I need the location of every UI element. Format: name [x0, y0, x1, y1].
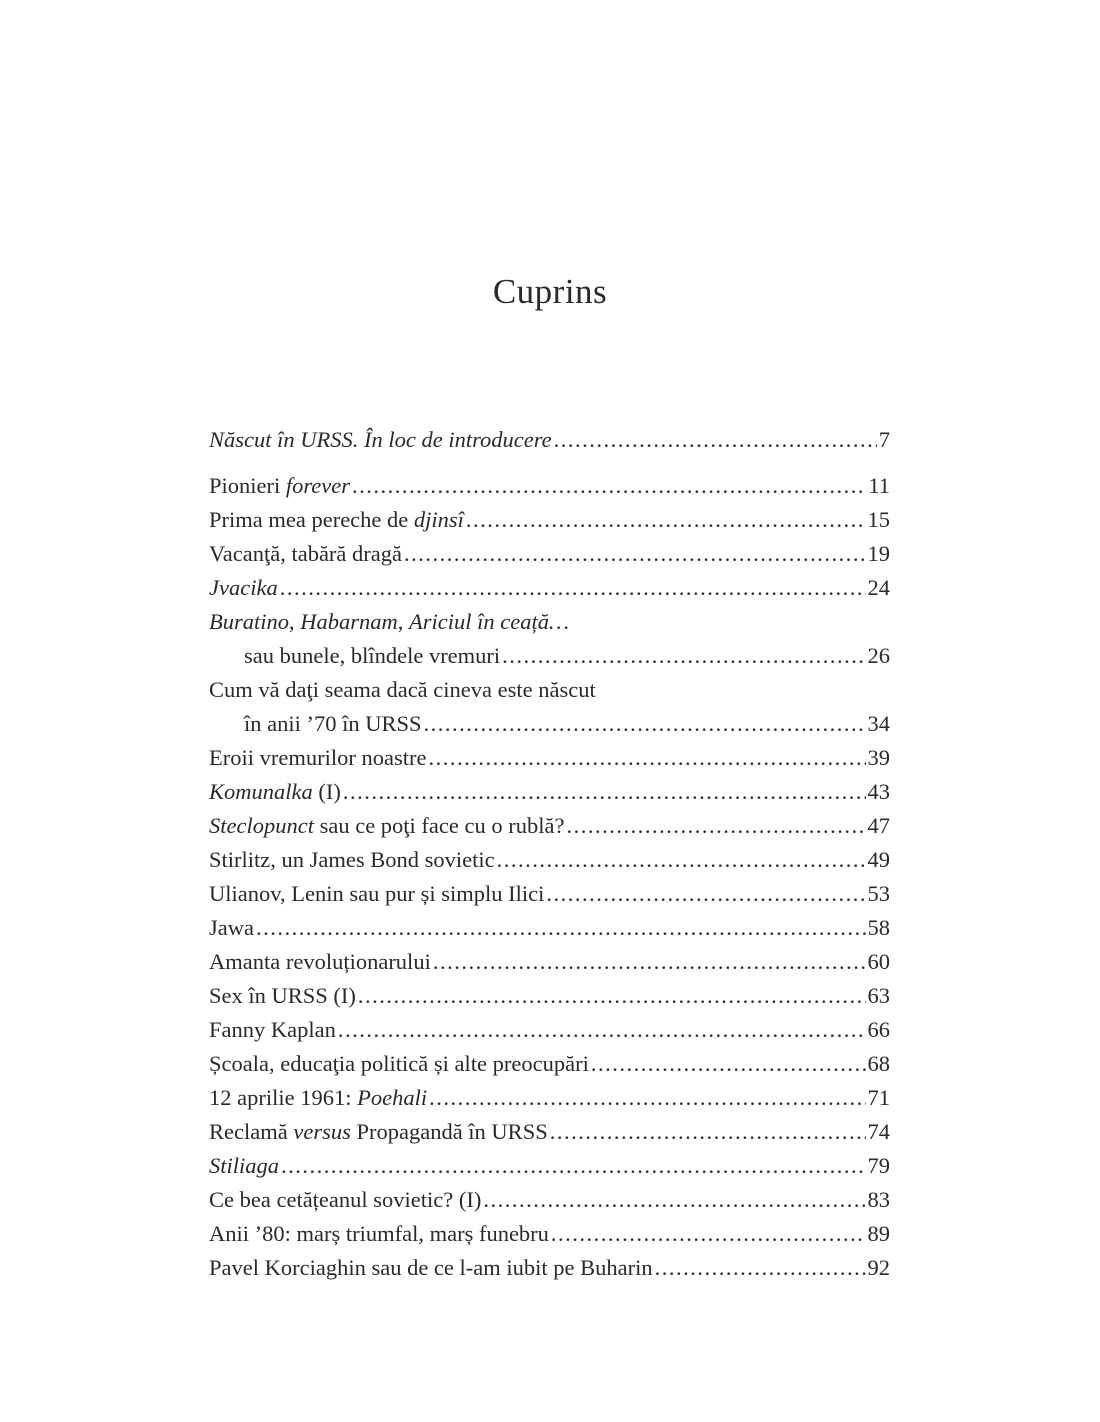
title-segment: Prima mea pereche de — [209, 507, 414, 532]
page-title: Cuprins — [492, 272, 608, 311]
title-segment: Jvacika — [209, 575, 278, 600]
dot-leader — [433, 945, 866, 979]
toc-entry-title — [209, 775, 341, 809]
toc-entry-title — [209, 741, 426, 775]
dot-leader — [546, 877, 865, 911]
toc-entry-line — [209, 945, 890, 979]
title-segment: Ulianov, Lenin sau pur și simplu Ilici — [209, 881, 545, 906]
dot-leader — [404, 537, 866, 571]
page-number: 7 — [878, 427, 890, 452]
dot-leader — [256, 911, 866, 945]
toc-entry[interactable] — [209, 537, 890, 571]
toc-entry-line — [209, 877, 890, 911]
page-number: 58 — [867, 915, 890, 940]
title-segment: , — [289, 609, 301, 634]
toc-entry-title — [209, 1217, 549, 1251]
page-number: 47 — [867, 813, 890, 838]
toc-entry-title — [209, 571, 278, 605]
toc-entry[interactable] — [209, 1251, 890, 1285]
title-segment: Vacanţă, tabără dragă — [209, 541, 402, 566]
title-segment: Ce bea cetățeanul sovietic? (I) — [209, 1187, 482, 1212]
title-segment: Jawa — [209, 915, 254, 940]
dot-leader — [502, 639, 865, 673]
dot-leader — [280, 571, 866, 605]
toc-entry[interactable] — [209, 1217, 890, 1251]
page-number: 43 — [867, 779, 890, 804]
dot-leader — [550, 1115, 866, 1149]
page-number: 49 — [867, 847, 890, 872]
toc-entry-line — [209, 741, 890, 775]
title-segment: Komunalka — [209, 779, 313, 804]
title-segment: versus — [293, 1119, 351, 1144]
title-segment: Habarnam — [300, 609, 398, 634]
toc-entry[interactable] — [209, 775, 890, 809]
toc-entry-line — [209, 469, 890, 503]
title-segment: Cum vă daţi seama dacă cineva este născut — [209, 677, 596, 702]
toc-entry-line — [209, 1013, 890, 1047]
toc-entry-title — [209, 809, 564, 843]
page-number: 19 — [867, 541, 890, 566]
toc-entry[interactable] — [209, 423, 890, 457]
title-segment: Stirlitz, un James Bond sovietic — [209, 847, 495, 872]
dot-leader — [428, 741, 865, 775]
page-number: 15 — [867, 507, 890, 532]
page-number: 83 — [867, 1187, 890, 1212]
toc-entry-title — [209, 877, 544, 911]
toc-entry-title — [209, 1047, 589, 1081]
toc-entry-line — [209, 423, 890, 457]
dot-leader — [497, 843, 866, 877]
toc-entry[interactable] — [209, 1149, 890, 1183]
page-number: 68 — [867, 1051, 890, 1076]
toc-entry[interactable] — [209, 911, 890, 945]
dot-leader — [343, 775, 866, 809]
title-segment: Poehali — [357, 1085, 428, 1110]
title-segment: Eroii vremurilor noastre — [209, 745, 427, 770]
page-number: 39 — [867, 745, 890, 770]
toc-entry[interactable] — [209, 571, 890, 605]
toc-entry-line — [209, 571, 890, 605]
toc-entry-line — [209, 673, 890, 707]
dot-leader — [591, 1047, 866, 1081]
toc-entry[interactable] — [209, 979, 890, 1013]
title-segment: sau ce poţi face cu o rublă? — [313, 813, 565, 838]
dot-leader — [466, 503, 866, 537]
toc-entry-line — [209, 1149, 890, 1183]
page-number: 89 — [867, 1221, 890, 1246]
title-segment: djinsî — [413, 507, 464, 532]
title-segment: în anii ’70 în URSS — [244, 711, 422, 736]
page-number: 66 — [867, 1017, 890, 1042]
toc-entry[interactable] — [209, 1013, 890, 1047]
title-segment: forever — [285, 473, 351, 498]
title-segment: Școala, educaţia politică și alte preocupări — [209, 1051, 589, 1076]
title-segment: Buratino — [209, 609, 290, 634]
toc-entry-title — [209, 537, 402, 571]
page-number: 71 — [867, 1085, 890, 1110]
page-number: 34 — [867, 711, 890, 736]
dot-leader — [551, 1217, 866, 1251]
title-segment: Născut în URSS. În loc de introducere — [209, 427, 552, 452]
toc-entry-title — [209, 423, 552, 457]
dot-leader — [338, 1013, 866, 1047]
toc-entry-line — [209, 1251, 890, 1285]
dot-leader — [566, 809, 865, 843]
toc-entry-line — [209, 911, 890, 945]
title-segment: Amanta revoluționarului — [209, 949, 431, 974]
toc-entry-title — [209, 673, 596, 707]
toc-entry-title — [209, 605, 569, 639]
toc-entry[interactable] — [209, 503, 890, 537]
toc-entry-title — [209, 843, 495, 877]
toc-entry-line — [209, 605, 890, 639]
dot-leader — [281, 1149, 865, 1183]
page-number: 74 — [867, 1119, 890, 1144]
title-segment: Ariciul în ceață… — [409, 609, 570, 634]
toc-entry-line — [209, 503, 890, 537]
toc-entry-line — [209, 1183, 890, 1217]
page-number: 53 — [867, 881, 890, 906]
toc-entry[interactable] — [209, 741, 890, 775]
dot-leader — [655, 1251, 866, 1285]
title-segment: Pionieri — [209, 473, 286, 498]
title-segment: sau bunele, blîndele vremuri — [244, 643, 501, 668]
toc-entry-title — [209, 1251, 653, 1285]
title-segment: (I) — [312, 779, 341, 804]
toc-entry[interactable] — [209, 1183, 890, 1217]
title-segment: Sex în URSS (I) — [209, 983, 356, 1008]
title-segment: 12 aprilie 1961: — [209, 1085, 358, 1110]
toc-entry-title — [209, 1081, 427, 1115]
page-number: 11 — [868, 473, 890, 498]
toc-entry[interactable] — [209, 1081, 890, 1115]
toc-entry-title — [244, 639, 500, 673]
dot-leader — [429, 1081, 865, 1115]
toc-entry[interactable] — [209, 945, 890, 979]
toc-entry[interactable] — [209, 1047, 890, 1081]
title-segment: Anii ’80: marș triumfal, marș funebru — [209, 1221, 549, 1246]
toc-entry[interactable] — [209, 605, 890, 673]
toc-entry-title — [209, 945, 431, 979]
toc-entry-line — [209, 1115, 890, 1149]
toc-entry-line — [209, 843, 890, 877]
toc-entry-line — [209, 707, 890, 741]
title-segment: Reclamă — [209, 1119, 294, 1144]
toc-entry-line — [209, 775, 890, 809]
page-number: 60 — [867, 949, 890, 974]
title-segment: Pavel Korciaghin sau de ce l-am iubit pe Buharin — [209, 1255, 653, 1280]
toc-entry-title — [209, 911, 254, 945]
title-segment: Stiliaga — [209, 1153, 280, 1178]
page-number: 24 — [867, 575, 890, 600]
dot-leader — [483, 1183, 865, 1217]
page-number: 92 — [867, 1255, 890, 1280]
toc-entry[interactable] — [209, 469, 890, 503]
dot-leader — [358, 979, 866, 1013]
dot-leader — [352, 469, 866, 503]
toc-entry-line — [209, 639, 890, 673]
page-number: 79 — [867, 1153, 890, 1178]
toc-entry[interactable] — [209, 673, 890, 741]
toc-entry-title — [209, 503, 464, 537]
toc-entry-line — [209, 1047, 890, 1081]
page-number: 63 — [867, 983, 890, 1008]
toc-entry-title — [209, 1013, 336, 1047]
toc-entry-title — [209, 1115, 548, 1149]
toc-entry-title — [209, 1149, 279, 1183]
toc-entry[interactable] — [209, 1115, 890, 1149]
toc-entry-title — [209, 979, 356, 1013]
title-segment: Propagandă în URSS — [350, 1119, 548, 1144]
dot-leader — [424, 707, 866, 741]
toc-entry-title — [209, 1183, 481, 1217]
toc-entry[interactable] — [209, 877, 890, 911]
toc-entry[interactable] — [209, 843, 890, 877]
toc-entry-line — [209, 979, 890, 1013]
toc-entry-line — [209, 1081, 890, 1115]
title-segment: Steclopunct — [209, 813, 314, 838]
title-segment: , — [397, 609, 410, 634]
toc-entry-line — [209, 537, 890, 571]
dot-leader — [554, 423, 877, 457]
page-number: 26 — [867, 643, 890, 668]
toc-entry-line — [209, 1217, 890, 1251]
title-segment: Fanny Kaplan — [209, 1017, 336, 1042]
toc-entry-line — [209, 809, 890, 843]
table-of-contents — [209, 423, 890, 1285]
toc-entry-title — [209, 469, 350, 503]
toc-entry[interactable] — [209, 809, 890, 843]
toc-entry-title — [244, 707, 422, 741]
